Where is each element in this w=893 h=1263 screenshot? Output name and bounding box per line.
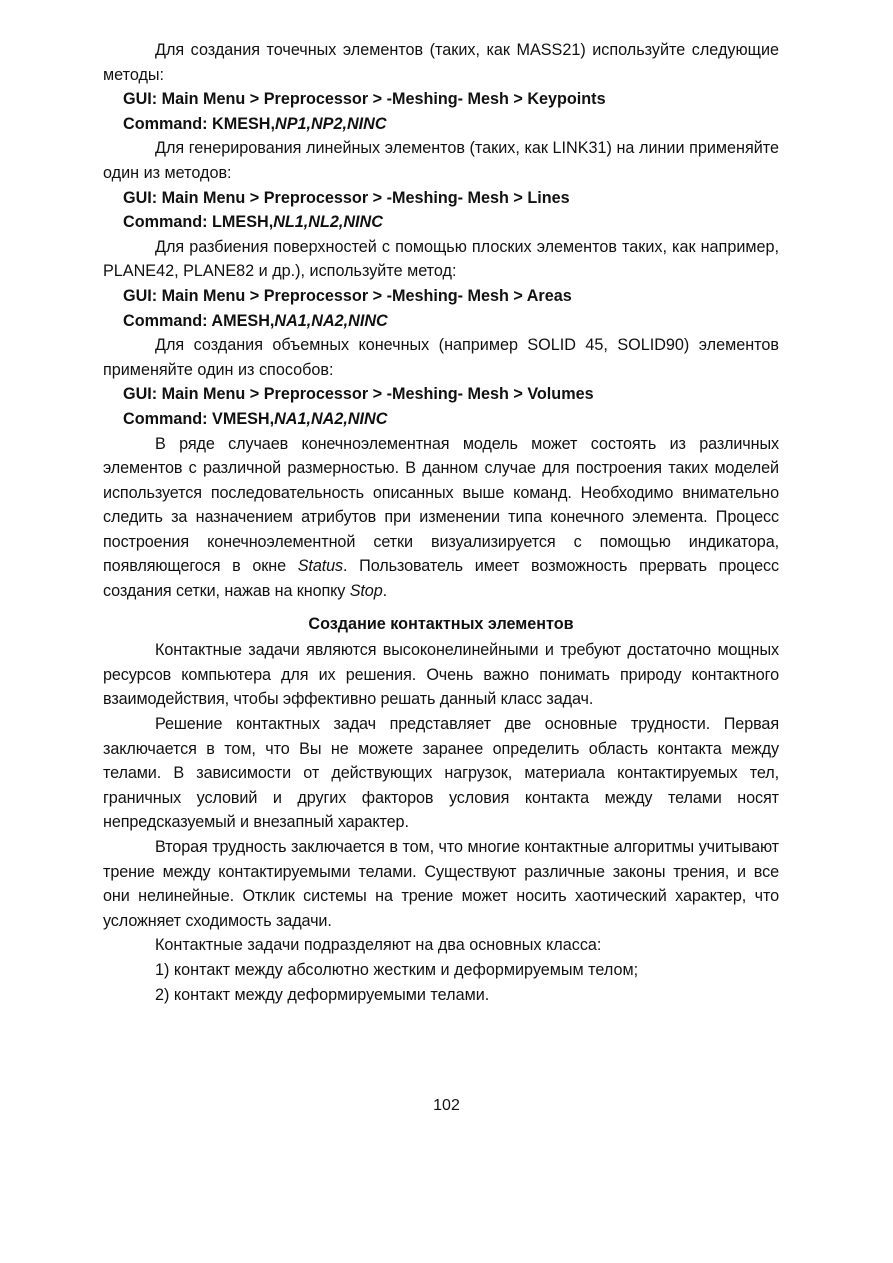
command-lmesh-name: Command: LMESH, (123, 213, 274, 232)
paragraph-lines-intro: Для генерирования линейных элементов (таких, как LINK31) на линии применяйте один из методов: (103, 139, 779, 182)
section-heading: Создание контактных элементов (308, 614, 574, 633)
command-kmesh-args: NP1,NP2,NINC (275, 114, 387, 133)
paragraph-contact-intro: Контактные задачи являются высоконелинейными и требуют достаточно мощных ресурсов компьютера для их решения. Очень важно понимать природу контактного взаимодействия, чтобы эффективно решать данный класс задач. (103, 641, 779, 709)
gui-path-keypoints: GUI: Main Menu > Preprocessor > -Meshing- Mesh > Keypoints (123, 90, 606, 109)
command-amesh-name: Command: AMESH, (123, 311, 275, 330)
gui-path-volumes: GUI: Main Menu > Preprocessor > -Meshing- Mesh > Volumes (123, 385, 594, 404)
command-kmesh (103, 112, 779, 137)
paragraph-keypoints-intro: Для создания точечных элементов (таких, как MASS21) используйте следующие методы: (103, 41, 779, 84)
paragraph-contact-difficulty-2: Вторая трудность заключается в том, что многие контактные алгоритмы учитывают трение между контактируемыми телами. Существуют различные законы трения, и все они нелинейные. Отклик системы на трение может носить хаотический характер, что усложняет сходимость задачи. (103, 838, 779, 930)
command-lmesh (103, 210, 779, 235)
status-window-name: Status (297, 557, 344, 576)
page-number: 102 (433, 1097, 460, 1114)
command-kmesh-name: Command: KMESH, (123, 114, 275, 133)
command-amesh-args: NA1,NA2,NINC (274, 311, 388, 330)
paragraph-contact-classes: Контактные задачи подразделяют на два основных класса: (155, 936, 602, 955)
paragraph-mixed-elements-c: . (382, 582, 388, 601)
command-vmesh-name: Command: VMESH, (123, 409, 275, 428)
stop-button-name: Stop (349, 582, 383, 601)
list-item: 1) контакт между абсолютно жестким и деформируемым телом; (155, 960, 639, 979)
gui-path-areas: GUI: Main Menu > Preprocessor > -Meshing- Mesh > Areas (123, 286, 572, 305)
gui-path-lines: GUI: Main Menu > Preprocessor > -Meshing- Mesh > Lines (123, 188, 570, 207)
paragraph-contact-difficulty-1: Решение контактных задач представляет две основные трудности. Первая заключается в том, что Вы не можете заранее определить область контакта между телами. В зависимости от действующих нагрузок, материала контактируемых тел, граничных условий и других факторов условия контакта между телами носят непредсказуемый и внезапный характер. (103, 715, 779, 832)
paragraph-mixed-elements (103, 432, 779, 604)
command-vmesh (103, 407, 779, 432)
paragraph-volumes-intro: Для создания объемных конечных (например SOLID 45, SOLID90) элементов применяйте один из способов: (103, 336, 779, 379)
paragraph-mixed-elements-b: . Пользователь имеет возможность прервать процесс создания сетки, нажав на кнопку (103, 557, 779, 601)
command-amesh (103, 309, 779, 334)
list-item: 2) контакт между деформируемыми телами. (155, 985, 490, 1004)
paragraph-areas-intro: Для разбиения поверхностей с помощью плоских элементов таких, как например, PLANE42, PLANE82 и др.), используйте метод: (103, 237, 779, 281)
paragraph-mixed-elements-a: В ряде случаев конечноэлементная модель может состоять из различных элементов с различной размерностью. В данном случае для построения таких моделей используется последовательность описанных выше команд. Необходимо внимательно следить за назначением атрибутов при изменении типа конечного элемента. Процесс построения конечноэлементной сетки визуализируется с помощью индикатора, появляющегося в окне (103, 434, 779, 576)
page-content (103, 38, 779, 1007)
command-vmesh-args: NA1,NA2,NINC (274, 409, 388, 428)
command-lmesh-args: NL1,NL2,NINC (273, 213, 383, 232)
